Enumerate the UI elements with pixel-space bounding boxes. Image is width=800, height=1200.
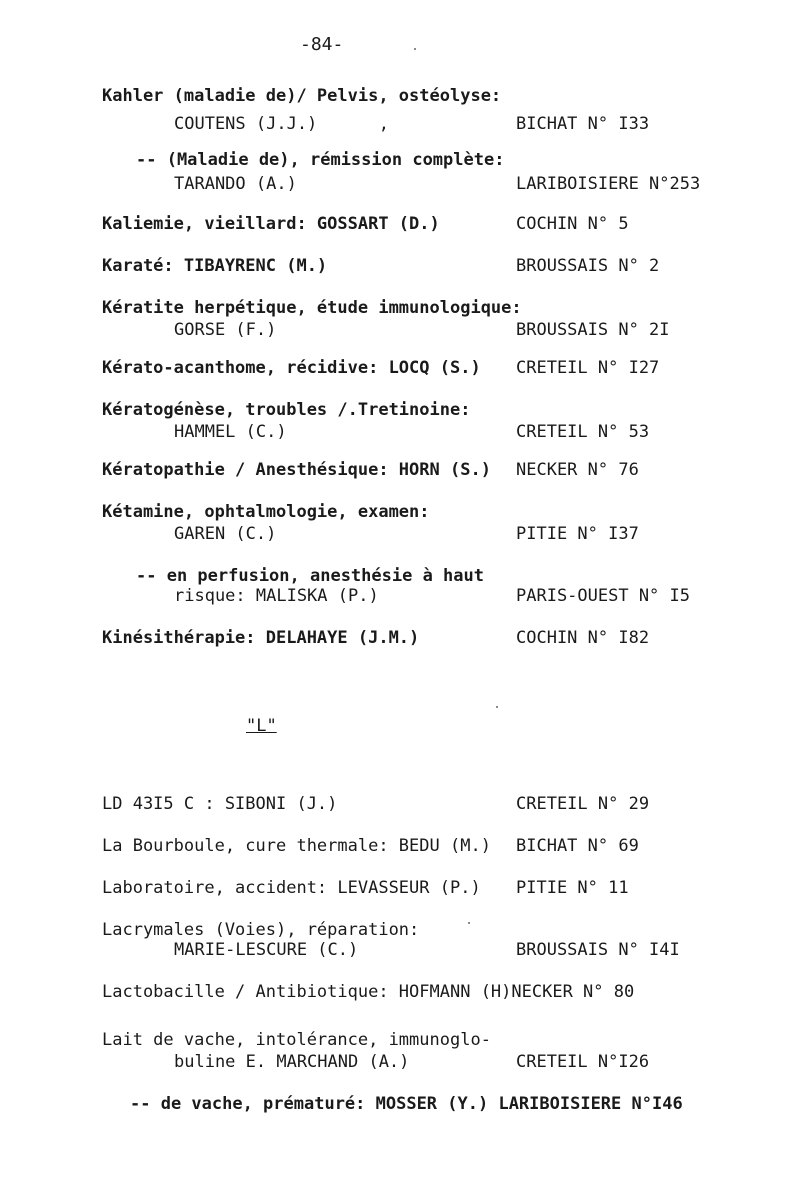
entry-reference: BROUSSAIS N° 2 [516,256,660,276]
entry-reference: CRETEIL N°I26 [516,1052,650,1072]
entry-reference: CRETEIL N° 29 [516,794,650,814]
entry-reference: COCHIN N° 5 [516,214,629,234]
scan-speck [414,48,416,50]
entry-author: MARIE-LESCURE (C.) [174,940,359,960]
entry-heading: Kahler (maladie de)/ Pelvis, ostéolyse: [102,86,502,106]
entry-author: GORSE (F.) [174,320,277,340]
entry-reference: BICHAT N° I33 [516,114,650,134]
entry-heading: -- (Maladie de), rémission complète: [136,150,505,170]
entry-heading: Kétamine, ophtalmologie, examen: [102,502,430,522]
entry-reference: BROUSSAIS N° I4I [516,940,680,960]
entry-heading: Lactobacille / Antibiotique: HOFMANN (H)NECKER N° 80 [102,982,635,1002]
entry-reference: PITIE N° I37 [516,524,639,544]
entry-reference: COCHIN N° I82 [516,628,650,648]
scan-speck [468,922,470,924]
page-number: -84- [300,34,344,55]
entry-reference: PARIS-OUEST N° I5 [516,586,690,606]
entry-heading: Kaliemie, vieillard: GOSSART (D.) [102,214,440,234]
entry-heading: Kinésithérapie: DELAHAYE (J.M.) [102,628,420,648]
entry-heading: Kératite herpétique, étude immunologique: [102,298,522,318]
section-heading: "L" [246,716,277,736]
entry-reference: LARIBOISIERE N°253 [516,174,701,194]
entry-heading: Kératogénèse, troubles /.Tretinoine: [102,400,471,420]
entry-author: risque: MALISKA (P.) [174,586,379,606]
entry-heading: Karaté: TIBAYRENC (M.) [102,256,328,276]
entry-author: COUTENS (J.J.) , [174,114,389,134]
entry-heading: -- en perfusion, anesthésie à haut [136,566,484,586]
entry-reference: NECKER N° 76 [516,460,639,480]
entry-heading: Lacrymales (Voies), réparation: [102,920,420,940]
entry-reference: PITIE N° 11 [516,878,629,898]
entry-reference: BICHAT N° 69 [516,836,639,856]
entry-heading: Laboratoire, accident: LEVASSEUR (P.) [102,878,481,898]
entry-reference: BROUSSAIS N° 2I [516,320,670,340]
entry-heading: Lait de vache, intolérance, immunoglo- [102,1030,491,1050]
entry-heading: LD 43I5 C : SIBONI (J.) [102,794,338,814]
entry-author: GAREN (C.) [174,524,277,544]
entry-author: buline E. MARCHAND (A.) [174,1052,410,1072]
scan-speck [496,706,498,708]
entry-heading: Kérato-acanthome, récidive: LOCQ (S.) [102,358,481,378]
entry-heading: La Bourboule, cure thermale: BEDU (M.) [102,836,491,856]
entry-author: HAMMEL (C.) [174,422,287,442]
entry-reference: CRETEIL N° 53 [516,422,650,442]
entry-author: TARANDO (A.) [174,174,297,194]
entry-heading: Kératopathie / Anesthésique: HORN (S.) [102,460,491,480]
entry-reference: CRETEIL N° I27 [516,358,660,378]
entry-heading: -- de vache, prématuré: MOSSER (Y.) LARIBOISIERE N°I46 [130,1094,683,1114]
